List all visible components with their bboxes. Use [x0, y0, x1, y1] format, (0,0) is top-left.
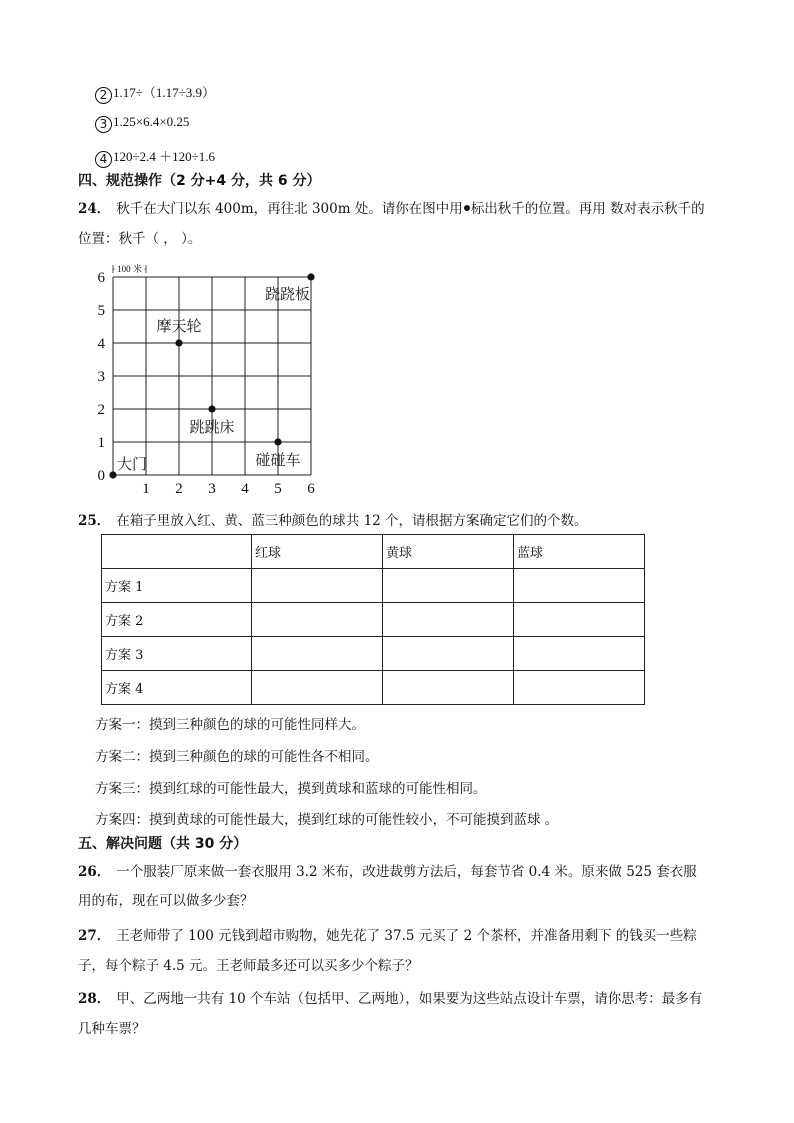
- answer-cell[interactable]: [383, 671, 514, 705]
- y-tick-label: 3: [97, 369, 105, 385]
- plan-4: 方案四：摸到黄球的可能性最大，摸到红球的可能性较小，不可能摸到蓝球 。: [95, 812, 559, 828]
- row-label: 方案 1: [102, 569, 252, 603]
- table-header-cell: [102, 535, 252, 569]
- x-tick-label: 2: [175, 481, 183, 497]
- q24-text-a: 秋千在大门以东 400m，再往北 300m 处。请你在图中用: [116, 201, 463, 217]
- table-row: [102, 569, 645, 603]
- answer-cell[interactable]: [514, 569, 645, 603]
- answer-cell[interactable]: [383, 603, 514, 637]
- table-row: [102, 671, 645, 705]
- point-marker: [208, 405, 215, 412]
- row-label: 方案 4: [102, 671, 252, 705]
- y-tick-label: 0: [97, 468, 105, 484]
- calc-expression: 120÷2.4 ＋120÷1.6: [113, 149, 216, 164]
- answer-cell[interactable]: [252, 569, 383, 603]
- table-header-cell: 黄球: [383, 535, 514, 569]
- y-tick-label: 2: [97, 402, 105, 418]
- point-label: 摩天轮: [156, 317, 202, 335]
- y-tick-label: 5: [97, 303, 105, 319]
- q25-text: 在箱子里放入红、黄、蓝三种颜色的球共 12 个，请根据方案确定它们的个数。: [116, 513, 588, 529]
- question-number: 25．: [78, 513, 111, 529]
- point-label: 碰碰车: [255, 451, 301, 469]
- q26-line2: 用的布，现在可以做多少套？: [78, 893, 254, 909]
- answer-cell[interactable]: [514, 671, 645, 705]
- answer-cell[interactable]: [514, 637, 645, 671]
- point-marker: [175, 339, 182, 346]
- table-header-row: [102, 535, 645, 569]
- point-label: 跳跳床: [189, 418, 235, 436]
- circled-number: 3: [95, 116, 112, 133]
- table-row: [102, 603, 645, 637]
- answer-cell[interactable]: [252, 637, 383, 671]
- x-tick-label: 4: [241, 481, 249, 497]
- calc-expression: 1.25×6.4×0.25: [113, 114, 190, 129]
- q28-text: 甲、乙两地一共有 10 个车站（包括甲、乙两地），如果要为这些站点设计车票，请你思考：最多有: [116, 991, 703, 1007]
- dot-marker-icon: [464, 205, 470, 211]
- q27-text: 王老师带了 100 元钱到超市购物，她先花了 37.5 元买了 2 个茶杯，并准备用剩下 的钱买一些粽: [116, 928, 697, 944]
- table-header-cell: 蓝球: [514, 535, 645, 569]
- x-tick-label: 5: [274, 481, 282, 497]
- scale-label: 100 米: [117, 264, 142, 274]
- row-label: 方案 2: [102, 603, 252, 637]
- calc-item-3: [95, 114, 189, 133]
- calc-item-4: [95, 146, 215, 168]
- x-tick-label: 6: [307, 481, 315, 497]
- grid-lines: [113, 277, 311, 475]
- point-marker: [109, 471, 116, 478]
- row-label: 方案 3: [102, 637, 252, 671]
- q26-text: 一个服装厂原来做一套衣服用 3.2 米布，改进裁剪方法后，每套节省 0.4 米。原来做 525 套衣服: [116, 864, 697, 880]
- q24-line1: [78, 197, 705, 217]
- section-4-title: 四、规范操作（2 分+4 分，共 6 分）: [78, 173, 321, 189]
- y-tick-label: 6: [97, 270, 105, 286]
- answer-table: [101, 534, 645, 705]
- answer-cell[interactable]: [252, 603, 383, 637]
- point-marker: [307, 273, 314, 280]
- answer-cell[interactable]: [383, 569, 514, 603]
- y-tick-label: 4: [97, 336, 105, 352]
- question-number: 28．: [78, 991, 111, 1007]
- x-tick-label: 1: [142, 481, 150, 497]
- circled-number: 2: [95, 87, 112, 104]
- calc-expression: 1.17÷（1.17÷3.9）: [113, 85, 216, 100]
- calc-item-2: [95, 82, 215, 104]
- plan-3: 方案三：摸到红球的可能性最大，摸到黄球和蓝球的可能性相同。: [95, 781, 487, 797]
- point-label: 跷跷板: [264, 285, 310, 303]
- answer-cell[interactable]: [514, 603, 645, 637]
- plan-1: 方案一：摸到三种颜色的球的可能性同样大。: [95, 717, 365, 733]
- table-row: [102, 637, 645, 671]
- table-header-cell: 红球: [252, 535, 383, 569]
- section-5-title: 五、解决问题（共 30 分）: [78, 836, 248, 852]
- q27-line1: [78, 924, 697, 944]
- point-label: 大门: [117, 455, 148, 473]
- q27-line2: 子，每个粽子 4.5 元。王老师最多还可以买多少个粽子？: [78, 958, 419, 974]
- y-tick-label: 1: [97, 435, 105, 451]
- question-number: 27．: [78, 928, 111, 944]
- plan-2: 方案二：摸到三种颜色的球的可能性各不相同。: [95, 749, 379, 765]
- q24-line2: 位置：秋千（ ， ）。: [78, 231, 202, 247]
- x-tick-label: 3: [208, 481, 216, 497]
- q28-line1: [78, 987, 702, 1007]
- q28-line2: 几种车票？: [78, 1021, 146, 1037]
- q24-text-b: 标出秋千的位置。再用 数对表示秋千的: [470, 201, 705, 217]
- q25-line: [78, 509, 588, 529]
- answer-cell[interactable]: [252, 671, 383, 705]
- coordinate-grid-chart: [90, 258, 330, 498]
- question-number: 24．: [78, 201, 111, 217]
- q26-line1: [78, 860, 697, 880]
- circled-number: 4: [95, 151, 112, 168]
- point-marker: [274, 438, 281, 445]
- answer-cell[interactable]: [383, 637, 514, 671]
- scale-mark: [113, 263, 146, 274]
- question-number: 26．: [78, 864, 111, 880]
